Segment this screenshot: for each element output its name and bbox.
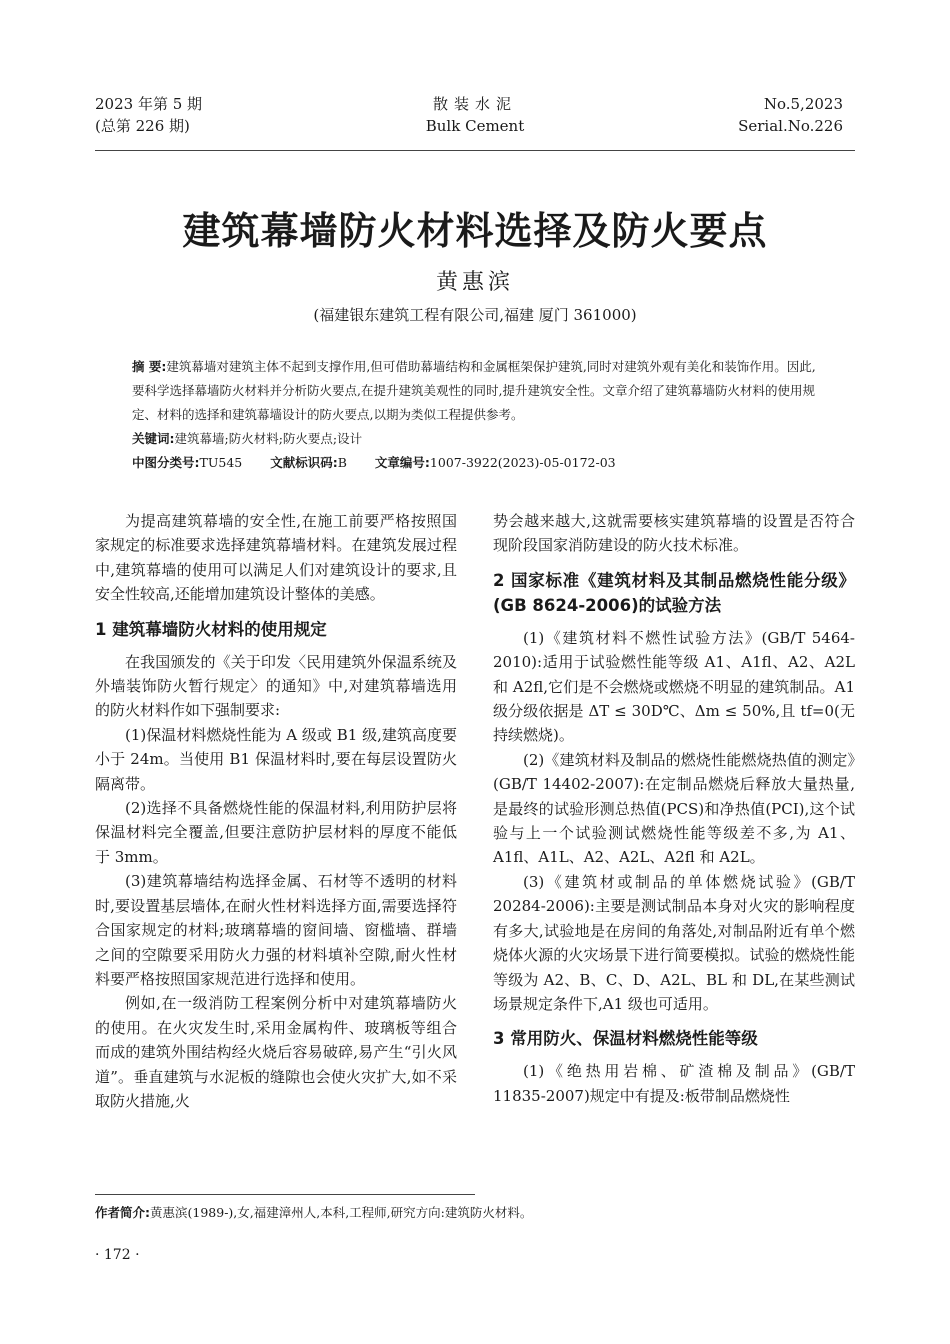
author-bio-footnote [95, 1203, 532, 1221]
journal-name [375, 93, 575, 137]
article-number-value: 1007-3922(2023)-05-0172-03 [429, 455, 616, 470]
section-1-item-3: (3)建筑幕墙结构选择金属、石材等不透明的材料时,要设置基层墙体,在耐火性材料选择方面,需要选择符合国家规定的材料;玻璃幕墙的窗间墙、窗槛墙、群墙之间的空隙要采用防火力强的材料填补空隙,耐火性材料要严格按照国家规范进行选择和使用。 [95, 872, 457, 988]
intro-paragraph: 为提高建筑幕墙的安全性,在施工前要严格按照国家规定的标准要求选择建筑幕墙材料。在建筑发展过程中,建筑幕墙的使用可以满足人们对建筑设计的要求,且安全性较高,还能增加建筑设计整体的美感。 [95, 512, 457, 604]
abstract-text: 建筑幕墙对建筑主体不起到支撑作用,但可借助幕墙结构和金属框架保护建筑,同时对建筑外观有美化和装饰作用。因此,要科学选择幕墙防火材料并分析防火要点,在提升建筑美观性的同时,提升建筑安全性。文章介绍了建筑幕墙防火材料的使用规定、材料的选择和建筑幕墙设计的防火要点,以期为类似工程提供参考。 [132, 359, 816, 422]
section-1-item-1: (1)保温材料燃烧性能为 A 级或 B1 级,建筑高度要小于 24m。当使用 B1 保温材料时,要在每层设置防火隔离带。 [95, 725, 457, 793]
section-2-item-3: (3)《建筑材或制品的单体燃烧试验》(GB/T 20284-2006):主要是测试制品本身对火灾的影响程度有多大,试验地是在房间的角落处,对制品附近有单个燃烧体火源的火灾场景下进行简要模拟。试验的燃烧性能等级为 A2、B、C、D、A2L、BL 和 DL,在某些测试场景规定条件下,A1 级也可适用。 [493, 872, 855, 1013]
abstract [132, 355, 824, 427]
classification-line [132, 451, 824, 475]
clc-value: TU545 [199, 455, 243, 470]
keywords-label: 关键词: [132, 431, 175, 446]
footnote-divider [95, 1194, 475, 1195]
section-1-paragraph-1: 在我国颁发的《关于印发〈民用建筑外保温系统及外墙装饰防火暂行规定〉的通知》中,对建筑幕墙选用的防火材料作如下强制要求: [95, 652, 457, 720]
issue-number: 2023 年第 5 期 [95, 95, 203, 113]
body-left-column [95, 509, 457, 1113]
section-1-paragraph-example: 例如,在一级消防工程案例分析中对建筑幕墙防火的使用。在火灾发生时,采用金属构件、玻璃板等组合而成的建筑外围结构经火烧后容易破碎,易产生“引火风道”。垂直建筑与水泥板的缝隙也会使火灾扩大,如不采取防火措施,火 [95, 994, 457, 1110]
serial-number-en: Serial.No.226 [738, 117, 843, 135]
author-bio-label: 作者简介: [95, 1205, 150, 1220]
body-right-column [493, 509, 855, 1108]
journal-serial-info [738, 93, 843, 137]
author-name: 黄惠滨 [435, 270, 514, 295]
section-2-item-1: (1)《建筑材料不燃性试验方法》(GB/T 5464-2010):适用于试验燃性能等级 A1、A1fl、A2、A2L 和 A2fl,它们是不会燃烧或燃烧不明显的建筑制品。A1 级分级依据是 ΔT ≤ 30D℃、Δm ≤ 50%,且 tf=0(无持续燃烧)。 [493, 628, 855, 745]
section-2-heading: 2 国家标准《建筑材料及其制品燃烧性能分级》(GB 8624-2006)的试验方法 [493, 570, 855, 615]
doc-code-label: 文献标识码: [270, 455, 338, 470]
issue-number-en: No.5,2023 [763, 95, 843, 113]
continued-paragraph: 势会越来越大,这就需要核实建筑幕墙的设置是否符合现阶段国家消防建设的防火技术标准。 [493, 512, 855, 555]
section-3-item-1: (1)《绝热用岩棉、矿渣棉及制品》(GB/T 11835-2007)规定中有提及:板带制品燃烧性 [493, 1062, 855, 1105]
section-1-heading: 1 建筑幕墙防火材料的使用规定 [95, 619, 327, 639]
author-affiliation: (福建银东建筑工程有限公司,福建 厦门 361000) [313, 306, 637, 324]
clc-label: 中图分类号: [132, 455, 200, 470]
keywords-text: 建筑幕墙;防火材料;防火要点;设计 [174, 431, 363, 446]
total-issue-number: (总第 226 期) [95, 117, 190, 135]
section-2-item-2: (2)《建筑材料及制品的燃烧性能燃烧热值的测定》(GB/T 14402-2007):在定制品燃烧后释放大量热量,是最终的试验形测总热值(PCS)和净热值(PCI),这个试验与上一个试验测试燃烧性能等级差不多,为 A1、A1fl、A1L、A2、A2L、A2fl 和 A2L。 [493, 750, 855, 867]
header-divider [95, 150, 855, 151]
section-3-heading: 3 常用防火、保温材料燃烧性能等级 [493, 1029, 758, 1049]
journal-name-en: Bulk Cement [425, 117, 525, 135]
journal-issue-info [95, 93, 202, 137]
article-title: 建筑幕墙防火材料选择及防火要点 [182, 209, 768, 253]
page-number: · 172 · [95, 1247, 140, 1263]
keywords [132, 427, 824, 451]
section-1-item-2: (2)选择不具备燃烧性能的保温材料,利用防护层将保温材料完全覆盖,但要注意防护层材料的厚度不能低于 3mm。 [95, 799, 457, 866]
article-number-label: 文章编号: [374, 455, 430, 470]
abstract-label: 摘 要: [132, 359, 167, 374]
journal-name-cn: 散装水泥 [432, 95, 517, 113]
abstract-block [132, 355, 824, 475]
author-bio-text: 黄惠滨(1989-),女,福建漳州人,本科,工程师,研究方向:建筑防火材料。 [150, 1205, 533, 1220]
doc-code-value: B [337, 455, 347, 470]
